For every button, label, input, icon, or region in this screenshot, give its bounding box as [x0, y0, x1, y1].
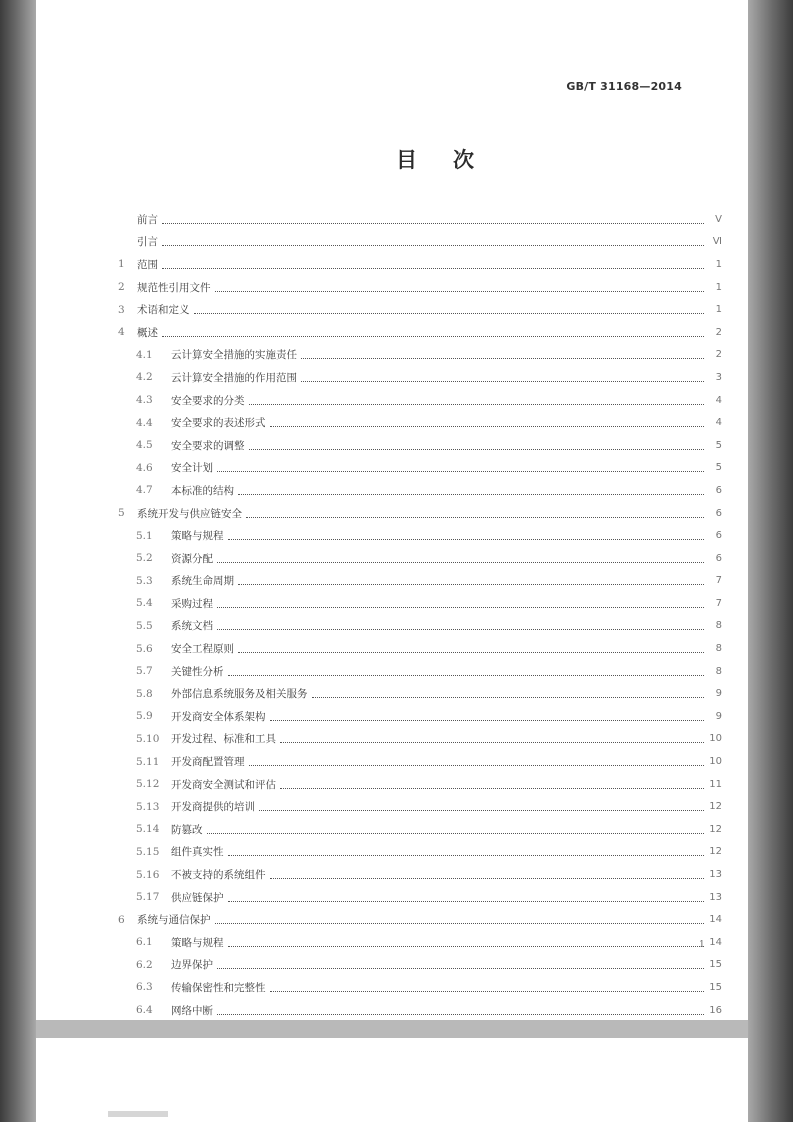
toc-leader-dots [162, 244, 704, 246]
toc-entry[interactable] [118, 841, 722, 864]
toc-entry[interactable] [118, 750, 722, 773]
toc-entry-page: 13 [709, 891, 722, 903]
toc-entry-title: 云计算安全措施的作用范围 [171, 371, 297, 384]
toc-entry-title: 安全要求的表述形式 [171, 417, 266, 430]
toc-entry-title: 策略与规程 [171, 530, 224, 543]
toc-leader-dots [238, 651, 704, 653]
toc-entry-title: 关键性分析 [171, 665, 224, 678]
toc-entry[interactable] [118, 705, 722, 728]
toc-entry-title: 前言 [137, 213, 158, 226]
toc-entry[interactable] [118, 389, 722, 412]
toc-leader-dots [228, 538, 705, 540]
toc-entry-page: 10 [709, 733, 722, 745]
toc-entry-number: 5.16 [136, 868, 160, 881]
toc-leader-dots [270, 719, 705, 721]
toc-entry-number: 5.9 [136, 710, 153, 723]
toc-entry-title: 传输保密性和完整性 [171, 981, 266, 994]
toc-entry[interactable] [118, 728, 722, 751]
next-page-edge [36, 1038, 748, 1122]
toc-entry-title: 网络中断 [171, 1004, 213, 1017]
toc-leader-dots [217, 470, 704, 472]
toc-leader-dots [217, 628, 704, 630]
toc-entry[interactable] [118, 457, 722, 480]
toc-leader-dots [249, 448, 705, 450]
toc-entry-title: 术语和定义 [137, 304, 190, 317]
toc-entry[interactable] [118, 863, 722, 886]
toc-leader-dots [217, 606, 704, 608]
toc-leader-dots [270, 425, 705, 427]
toc-entry[interactable] [118, 524, 722, 547]
toc-entry-page: V [715, 213, 722, 225]
table-of-contents [118, 208, 722, 1021]
toc-entry[interactable] [118, 615, 722, 638]
toc-entry-title: 不被支持的系统组件 [171, 869, 266, 882]
toc-leader-dots [301, 357, 704, 359]
toc-leader-dots [280, 741, 704, 743]
toc-entry[interactable] [118, 208, 722, 231]
toc-entry-title: 开发商安全体系架构 [171, 710, 266, 723]
toc-entry-number: 4.7 [136, 484, 153, 497]
toc-entry-title: 开发商提供的培训 [171, 801, 255, 814]
toc-entry-page: 8 [715, 643, 722, 655]
toc-entry-number: 4.6 [136, 461, 153, 474]
toc-leader-dots [217, 561, 704, 563]
toc-entry[interactable] [118, 954, 722, 977]
toc-leader-dots [194, 312, 705, 314]
toc-entry[interactable] [118, 434, 722, 457]
page-number: 1 [699, 940, 705, 950]
toc-entry[interactable] [118, 570, 722, 593]
toc-entry[interactable] [118, 276, 722, 299]
toc-entry[interactable] [118, 298, 722, 321]
toc-entry-title: 安全工程原则 [171, 643, 234, 656]
toc-entry[interactable] [118, 637, 722, 660]
toc-entry[interactable] [118, 976, 722, 999]
toc-entry-page: 14 [709, 914, 722, 926]
toc-entry-number: 4 [118, 326, 125, 339]
toc-entry-number: 4.5 [136, 439, 153, 452]
toc-leader-dots [280, 787, 704, 789]
toc-entry-page: 12 [709, 823, 722, 835]
toc-entry-title: 云计算安全措施的实施责任 [171, 349, 297, 362]
toc-entry[interactable] [118, 795, 722, 818]
toc-entry-page: 9 [715, 710, 722, 722]
toc-entry-title: 外部信息系统服务及相关服务 [171, 688, 308, 701]
toc-entry-page: 16 [709, 1004, 722, 1016]
toc-entry[interactable] [118, 931, 722, 954]
toc-leader-dots [270, 877, 705, 879]
toc-entry-number: 6.4 [136, 1004, 153, 1017]
toc-entry-page: 7 [715, 597, 722, 609]
toc-entry-number: 5.4 [136, 597, 153, 610]
toc-entry-page: 2 [715, 349, 722, 361]
toc-entry-page: 15 [709, 981, 722, 993]
toc-entry[interactable] [118, 366, 722, 389]
toc-entry-number: 5.13 [136, 800, 160, 813]
page-title: 目次 [396, 148, 510, 172]
toc-entry-title: 开发过程、标准和工具 [171, 733, 276, 746]
toc-entry[interactable] [118, 818, 722, 841]
toc-entry-title: 资源分配 [171, 552, 213, 565]
toc-entry-page: 6 [715, 484, 722, 496]
toc-entry-page: 13 [709, 869, 722, 881]
toc-entry-title: 规范性引用文件 [137, 281, 211, 294]
toc-leader-dots [249, 403, 705, 405]
toc-entry-number: 5 [118, 507, 125, 520]
toc-entry-number: 5.11 [136, 755, 160, 768]
toc-entry-number: 4.1 [136, 348, 153, 361]
toc-leader-dots [215, 290, 705, 292]
toc-entry-page: 10 [709, 756, 722, 768]
toc-entry[interactable] [118, 886, 722, 909]
toc-entry-page: 6 [715, 552, 722, 564]
toc-entry-page: 9 [715, 688, 722, 700]
toc-entry-number: 4.3 [136, 394, 153, 407]
toc-entry-page: 6 [715, 507, 722, 519]
toc-entry-page: 11 [709, 778, 722, 790]
toc-entry[interactable] [118, 773, 722, 796]
toc-entry-title: 供应链保护 [171, 891, 224, 904]
toc-entry-title: 系统生命周期 [171, 575, 234, 588]
toc-entry-number: 2 [118, 281, 125, 294]
toc-entry[interactable] [118, 592, 722, 615]
toc-entry-page: 12 [709, 801, 722, 813]
toc-entry-number: 5.14 [136, 823, 160, 836]
toc-entry[interactable] [118, 231, 722, 254]
toc-entry[interactable] [118, 682, 722, 705]
toc-entry-page: 5 [715, 439, 722, 451]
toc-entry-title: 策略与规程 [171, 936, 224, 949]
toc-entry[interactable] [118, 344, 722, 367]
toc-leader-dots [270, 990, 705, 992]
toc-leader-dots [259, 809, 704, 811]
toc-entry-page: 14 [709, 936, 722, 948]
toc-entry-title: 组件真实性 [171, 846, 224, 859]
toc-entry-page: Ⅵ [712, 236, 722, 248]
toc-entry-page: 8 [715, 665, 722, 677]
toc-entry-page: 2 [715, 326, 722, 338]
toc-entry-page: 12 [709, 846, 722, 858]
toc-entry-number: 5.12 [136, 778, 160, 791]
toc-entry[interactable] [118, 253, 722, 276]
toc-leader-dots [228, 674, 705, 676]
toc-entry-page: 8 [715, 620, 722, 632]
toc-entry-number: 6.1 [136, 936, 153, 949]
toc-leader-dots [207, 832, 705, 834]
toc-entry-title: 系统文档 [171, 620, 213, 633]
toc-entry-title: 引言 [137, 236, 158, 249]
toc-entry-page: 15 [709, 959, 722, 971]
toc-leader-dots [238, 493, 704, 495]
scan-shadow-left [0, 0, 36, 1122]
toc-entry-page: 5 [715, 462, 722, 474]
toc-entry[interactable] [118, 660, 722, 683]
toc-entry-number: 5.7 [136, 665, 153, 678]
toc-entry[interactable] [118, 479, 722, 502]
toc-leader-dots [301, 380, 704, 382]
scan-shadow-right [748, 0, 793, 1122]
toc-entry-number: 4.4 [136, 416, 153, 429]
toc-entry-number: 5.8 [136, 687, 153, 700]
toc-leader-dots [228, 945, 705, 947]
toc-entry-page: 6 [715, 530, 722, 542]
toc-entry[interactable] [118, 321, 722, 344]
toc-entry-title: 系统与通信保护 [137, 914, 211, 927]
toc-entry-title: 安全要求的分类 [171, 394, 245, 407]
toc-entry-number: 6 [118, 913, 125, 926]
toc-entry-title: 采购过程 [171, 597, 213, 610]
toc-leader-dots [312, 696, 705, 698]
toc-leader-dots [215, 922, 705, 924]
toc-entry-title: 系统开发与供应链安全 [137, 507, 242, 520]
document-page [36, 0, 748, 1020]
toc-entry-number: 5.15 [136, 845, 160, 858]
toc-leader-dots [217, 1013, 704, 1015]
toc-entry-page: 3 [715, 371, 722, 383]
toc-entry-page: 1 [715, 281, 722, 293]
next-page-text-fragment [108, 1111, 168, 1117]
toc-entry-number: 5.1 [136, 529, 153, 542]
toc-entry-number: 5.5 [136, 619, 153, 632]
toc-entry-number: 6.2 [136, 958, 153, 971]
toc-entry-title: 安全要求的调整 [171, 439, 245, 452]
toc-entry-number: 5.10 [136, 732, 160, 745]
toc-entry-number: 5.3 [136, 574, 153, 587]
toc-entry-title: 概述 [137, 326, 158, 339]
toc-entry-title: 开发商安全测试和评估 [171, 778, 276, 791]
toc-entry-number: 1 [118, 258, 125, 271]
toc-leader-dots [246, 516, 704, 518]
toc-entry-page: 4 [715, 394, 722, 406]
toc-leader-dots [162, 222, 704, 224]
toc-entry-page: 7 [715, 575, 722, 587]
toc-entry-title: 边界保护 [171, 959, 213, 972]
toc-entry-title: 防篡改 [171, 823, 203, 836]
toc-entry-title: 安全计划 [171, 462, 213, 475]
toc-entry-number: 3 [118, 303, 125, 316]
toc-leader-dots [162, 335, 704, 337]
toc-leader-dots [228, 854, 705, 856]
toc-entry-number: 5.2 [136, 552, 153, 565]
toc-entry[interactable] [118, 999, 722, 1022]
toc-entry-page: 1 [715, 258, 722, 270]
standard-code: GB/T 31168—2014 [566, 80, 682, 93]
toc-leader-dots [228, 900, 705, 902]
toc-entry-title: 范围 [137, 258, 158, 271]
toc-entry-number: 5.6 [136, 642, 153, 655]
toc-leader-dots [217, 967, 704, 969]
toc-entry-title: 本标准的结构 [171, 484, 234, 497]
toc-entry[interactable] [118, 502, 722, 525]
toc-entry-number: 5.17 [136, 891, 160, 904]
toc-entry[interactable] [118, 411, 722, 434]
toc-entry-title: 开发商配置管理 [171, 756, 245, 769]
toc-entry-number: 4.2 [136, 371, 153, 384]
toc-entry-number: 6.3 [136, 981, 153, 994]
toc-entry-page: 1 [715, 304, 722, 316]
toc-entry-page: 4 [715, 417, 722, 429]
toc-entry[interactable] [118, 908, 722, 931]
toc-leader-dots [249, 764, 705, 766]
toc-leader-dots [238, 583, 704, 585]
toc-leader-dots [162, 267, 704, 269]
toc-entry[interactable] [118, 547, 722, 570]
